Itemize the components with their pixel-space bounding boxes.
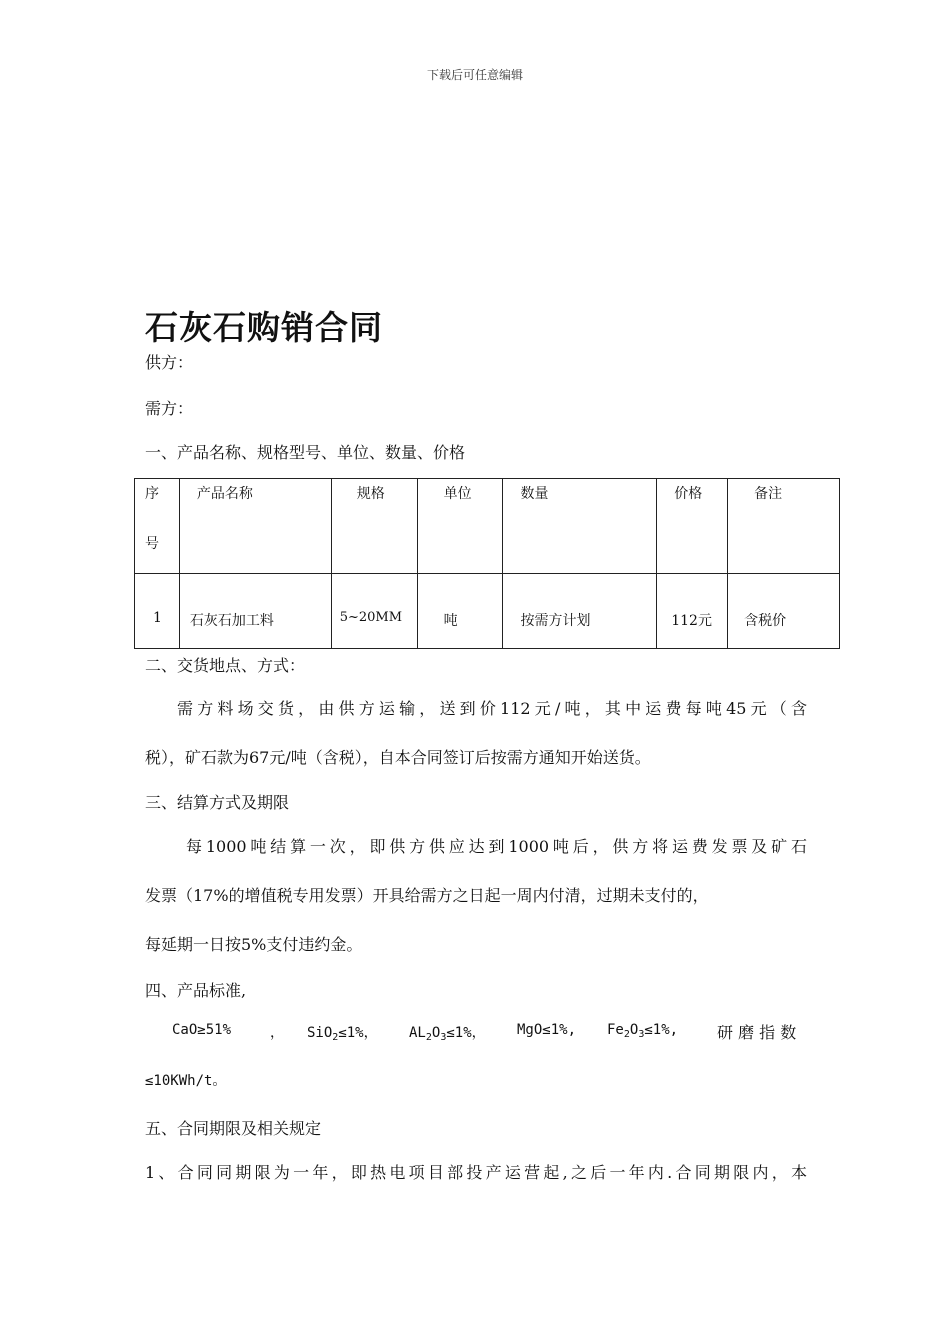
cell-name bbox=[179, 574, 331, 649]
section-2-heading: 二、交货地点、方式： bbox=[145, 656, 306, 675]
header-cell-name bbox=[179, 479, 331, 574]
cell-seq-text: 1 bbox=[153, 610, 162, 626]
cell-spec-text: 5~20MM bbox=[339, 610, 403, 625]
header-unit-text: 单位 bbox=[443, 486, 472, 502]
al2o3-sub1: 2 bbox=[425, 1032, 432, 1043]
section-3-line-1 bbox=[186, 834, 807, 857]
table-header-row bbox=[135, 479, 840, 574]
cell-remark bbox=[728, 574, 840, 649]
standard-sio2 bbox=[307, 1022, 378, 1042]
cell-remark-text: 含税价 bbox=[744, 613, 787, 629]
section-2-line-1-text: 需方料场交货，由供方运输，送到价112元/吨，其中运费每吨45元（含 bbox=[177, 699, 807, 718]
buyer-label: 需方： bbox=[145, 399, 194, 418]
fe2o3-sub1: 2 bbox=[623, 1029, 630, 1040]
header-qty-text: 数量 bbox=[520, 486, 549, 502]
header-cell-remark bbox=[728, 479, 840, 574]
header-seq-char-1: 序 bbox=[145, 486, 159, 502]
cell-unit-text: 吨 bbox=[443, 613, 458, 629]
cell-unit bbox=[417, 574, 503, 649]
standard-grind-index: 研 磨 指 数 bbox=[717, 1023, 797, 1042]
section-2-line-1 bbox=[177, 696, 807, 719]
sio2-a: SiO bbox=[307, 1025, 333, 1041]
standard-cao: CaO≥51% bbox=[172, 1022, 232, 1038]
supplier-label: 供方： bbox=[145, 353, 194, 372]
standard-separator: ， bbox=[270, 1025, 284, 1041]
header-cell-qty bbox=[503, 479, 657, 574]
cell-qty-text: 按需方计划 bbox=[520, 613, 591, 629]
header-cell-seq bbox=[135, 479, 180, 574]
header-seq-char-2: 号 bbox=[145, 536, 159, 552]
standard-fe2o3 bbox=[607, 1022, 678, 1038]
fe2o3-a: Fe bbox=[607, 1022, 624, 1038]
section-3-line-3: 每延期一日按5%支付违约金。 bbox=[145, 935, 363, 954]
section-3-line-2: 发票（17%的增值税专用发票）开具给需方之日起一周内付清，过期未支付的， bbox=[145, 886, 709, 905]
fe2o3-b: O bbox=[629, 1022, 639, 1038]
header-remark-text: 备注 bbox=[754, 486, 783, 502]
fe2o3-c: ≤1%, bbox=[644, 1022, 679, 1038]
standard-al2o3 bbox=[409, 1022, 486, 1042]
header-cell-price bbox=[657, 479, 728, 574]
cell-seq bbox=[135, 574, 180, 649]
section-5-line-1 bbox=[145, 1160, 807, 1183]
cell-qty bbox=[503, 574, 657, 649]
cell-price-text: 112元 bbox=[671, 613, 712, 629]
cell-price bbox=[657, 574, 728, 649]
section-5-heading: 五、合同期限及相关规定 bbox=[145, 1119, 322, 1138]
section-2-line-2: 税），矿石款为67元/吨（含税），自本合同签订后按需方通知开始送货。 bbox=[145, 748, 651, 767]
product-table bbox=[134, 478, 840, 649]
al2o3-b: O bbox=[431, 1025, 441, 1041]
al2o3-c: ≤1%， bbox=[446, 1025, 486, 1041]
section-3-line-1-text: 每1000吨结算一次，即供方供应达到1000吨后，供方将运费发票及矿石 bbox=[186, 837, 807, 856]
cell-name-text: 石灰石加工料 bbox=[189, 613, 274, 629]
sio2-b: ≤1%， bbox=[338, 1025, 378, 1041]
section-3-heading: 三、结算方式及期限 bbox=[145, 793, 290, 812]
section-4-line-2: ≤10KWh/t。 bbox=[145, 1073, 227, 1089]
header-cell-spec bbox=[331, 479, 417, 574]
table-row bbox=[135, 574, 840, 649]
al2o3-sub2: 3 bbox=[440, 1032, 447, 1043]
cell-spec bbox=[331, 574, 417, 649]
header-spec-text: 规格 bbox=[356, 486, 385, 502]
fe2o3-sub2: 3 bbox=[638, 1029, 645, 1040]
document-title: 石灰石购销合同 bbox=[145, 308, 383, 347]
standard-mgo: MgO≤1%, bbox=[517, 1022, 577, 1038]
section-1-heading: 一、产品名称、规格型号、单位、数量、价格 bbox=[145, 443, 466, 462]
header-cell-unit bbox=[417, 479, 503, 574]
sio2-sub: 2 bbox=[332, 1032, 339, 1043]
section-4-heading: 四、产品标准, bbox=[145, 981, 247, 1000]
al2o3-a: AL bbox=[409, 1025, 426, 1041]
page-header-note: 下载后可任意编辑 bbox=[426, 68, 523, 82]
header-name-text: 产品名称 bbox=[196, 486, 253, 502]
header-price-text: 价格 bbox=[674, 486, 703, 502]
section-5-line-1-text: 1、合同同期限为一年，即热电项目部投产运营起,之后一年内.合同期限内，本 bbox=[145, 1163, 807, 1182]
